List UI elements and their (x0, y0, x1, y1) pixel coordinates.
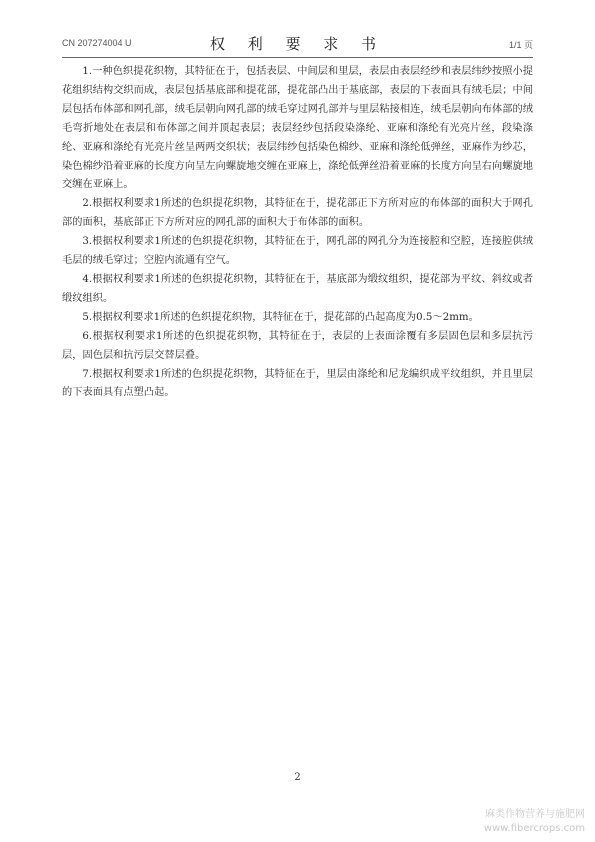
watermark-url: www.fibercrops.com (483, 823, 585, 834)
claim-4: 4.根据权利要求1所述的色织提花织物，其特征在于，基底部为缎纹组织，提花部为平纹、斜纹或者缎纹组织。 (62, 273, 533, 304)
document-title: 权 利 要 求 书 (209, 35, 386, 53)
page-indicator: 1/1 页 (508, 40, 533, 50)
claim-6: 6.根据权利要求1所述的色织提花织物，其特征在于，表层的上表面涂覆有多层固色层和多层抗污层，固色层和抗污层交替层叠。 (62, 330, 533, 361)
claim-5: 5.根据权利要求1所述的色织提花织物，其特征在于，提花部的凸起高度为0.5～2mm。 (82, 311, 479, 323)
watermark (484, 808, 585, 836)
claim-2: 2.根据权利要求1所述的色织提花织物，其特征在于，提花部正下方所对应的布体部的面积大于网孔部的面积，基底部正下方所对应的网孔部的面积大于布体部的面积。 (62, 198, 533, 229)
claims-body (62, 63, 533, 403)
claim-3: 3.根据权利要求1所述的色织提花织物，其特征在于，网孔部的网孔分为连接腔和空腔，连接腔供绒毛层的绒毛穿过；空腔内流通有空气。 (62, 236, 533, 267)
header-divider (62, 57, 533, 58)
watermark-site-name: 麻类作物营养与施肥网 (485, 809, 585, 820)
claim-7: 7.根据权利要求1所述的色织提花织物，其特征在于，里层由涤纶和尼龙编织成平纹组织，并且里层的下表面具有点塑凸起。 (62, 368, 533, 399)
page-number: 2 (294, 772, 301, 783)
claim-1: 1.一种色织提花织物，其特征在于，包括表层、中间层和里层，表层由表层经纱和表层纬纱按照小提花组织结构交织而成，表层包括基底部和提花部，提花部凸出于基底部，表层的下表面具有绒毛层；中间层包括布体部和网孔部，绒毛层朝向网孔部的绒毛穿过网孔部并与里层粘接相连，绒毛层朝向布体部的绒毛弯折地处在表层和布体部之间并顶起表层；表层经纱包括段染涤纶、亚麻和涤纶有光亮片丝，段染涤纶、亚麻和涤纶有光亮片丝呈两两交织状；表层纬纱包括染色棉纱、亚麻和涤纶低弹丝，亚麻作为纱芯，染色棉纱沿着亚麻的长度方向呈左向螺旋地交缠在亚麻上，涤纶低弹丝沿着亚麻的长度方向呈右向螺旋地交缠在亚麻上。 (62, 66, 533, 191)
document-number: CN 207274004 U (62, 38, 132, 48)
page-header (62, 32, 533, 56)
